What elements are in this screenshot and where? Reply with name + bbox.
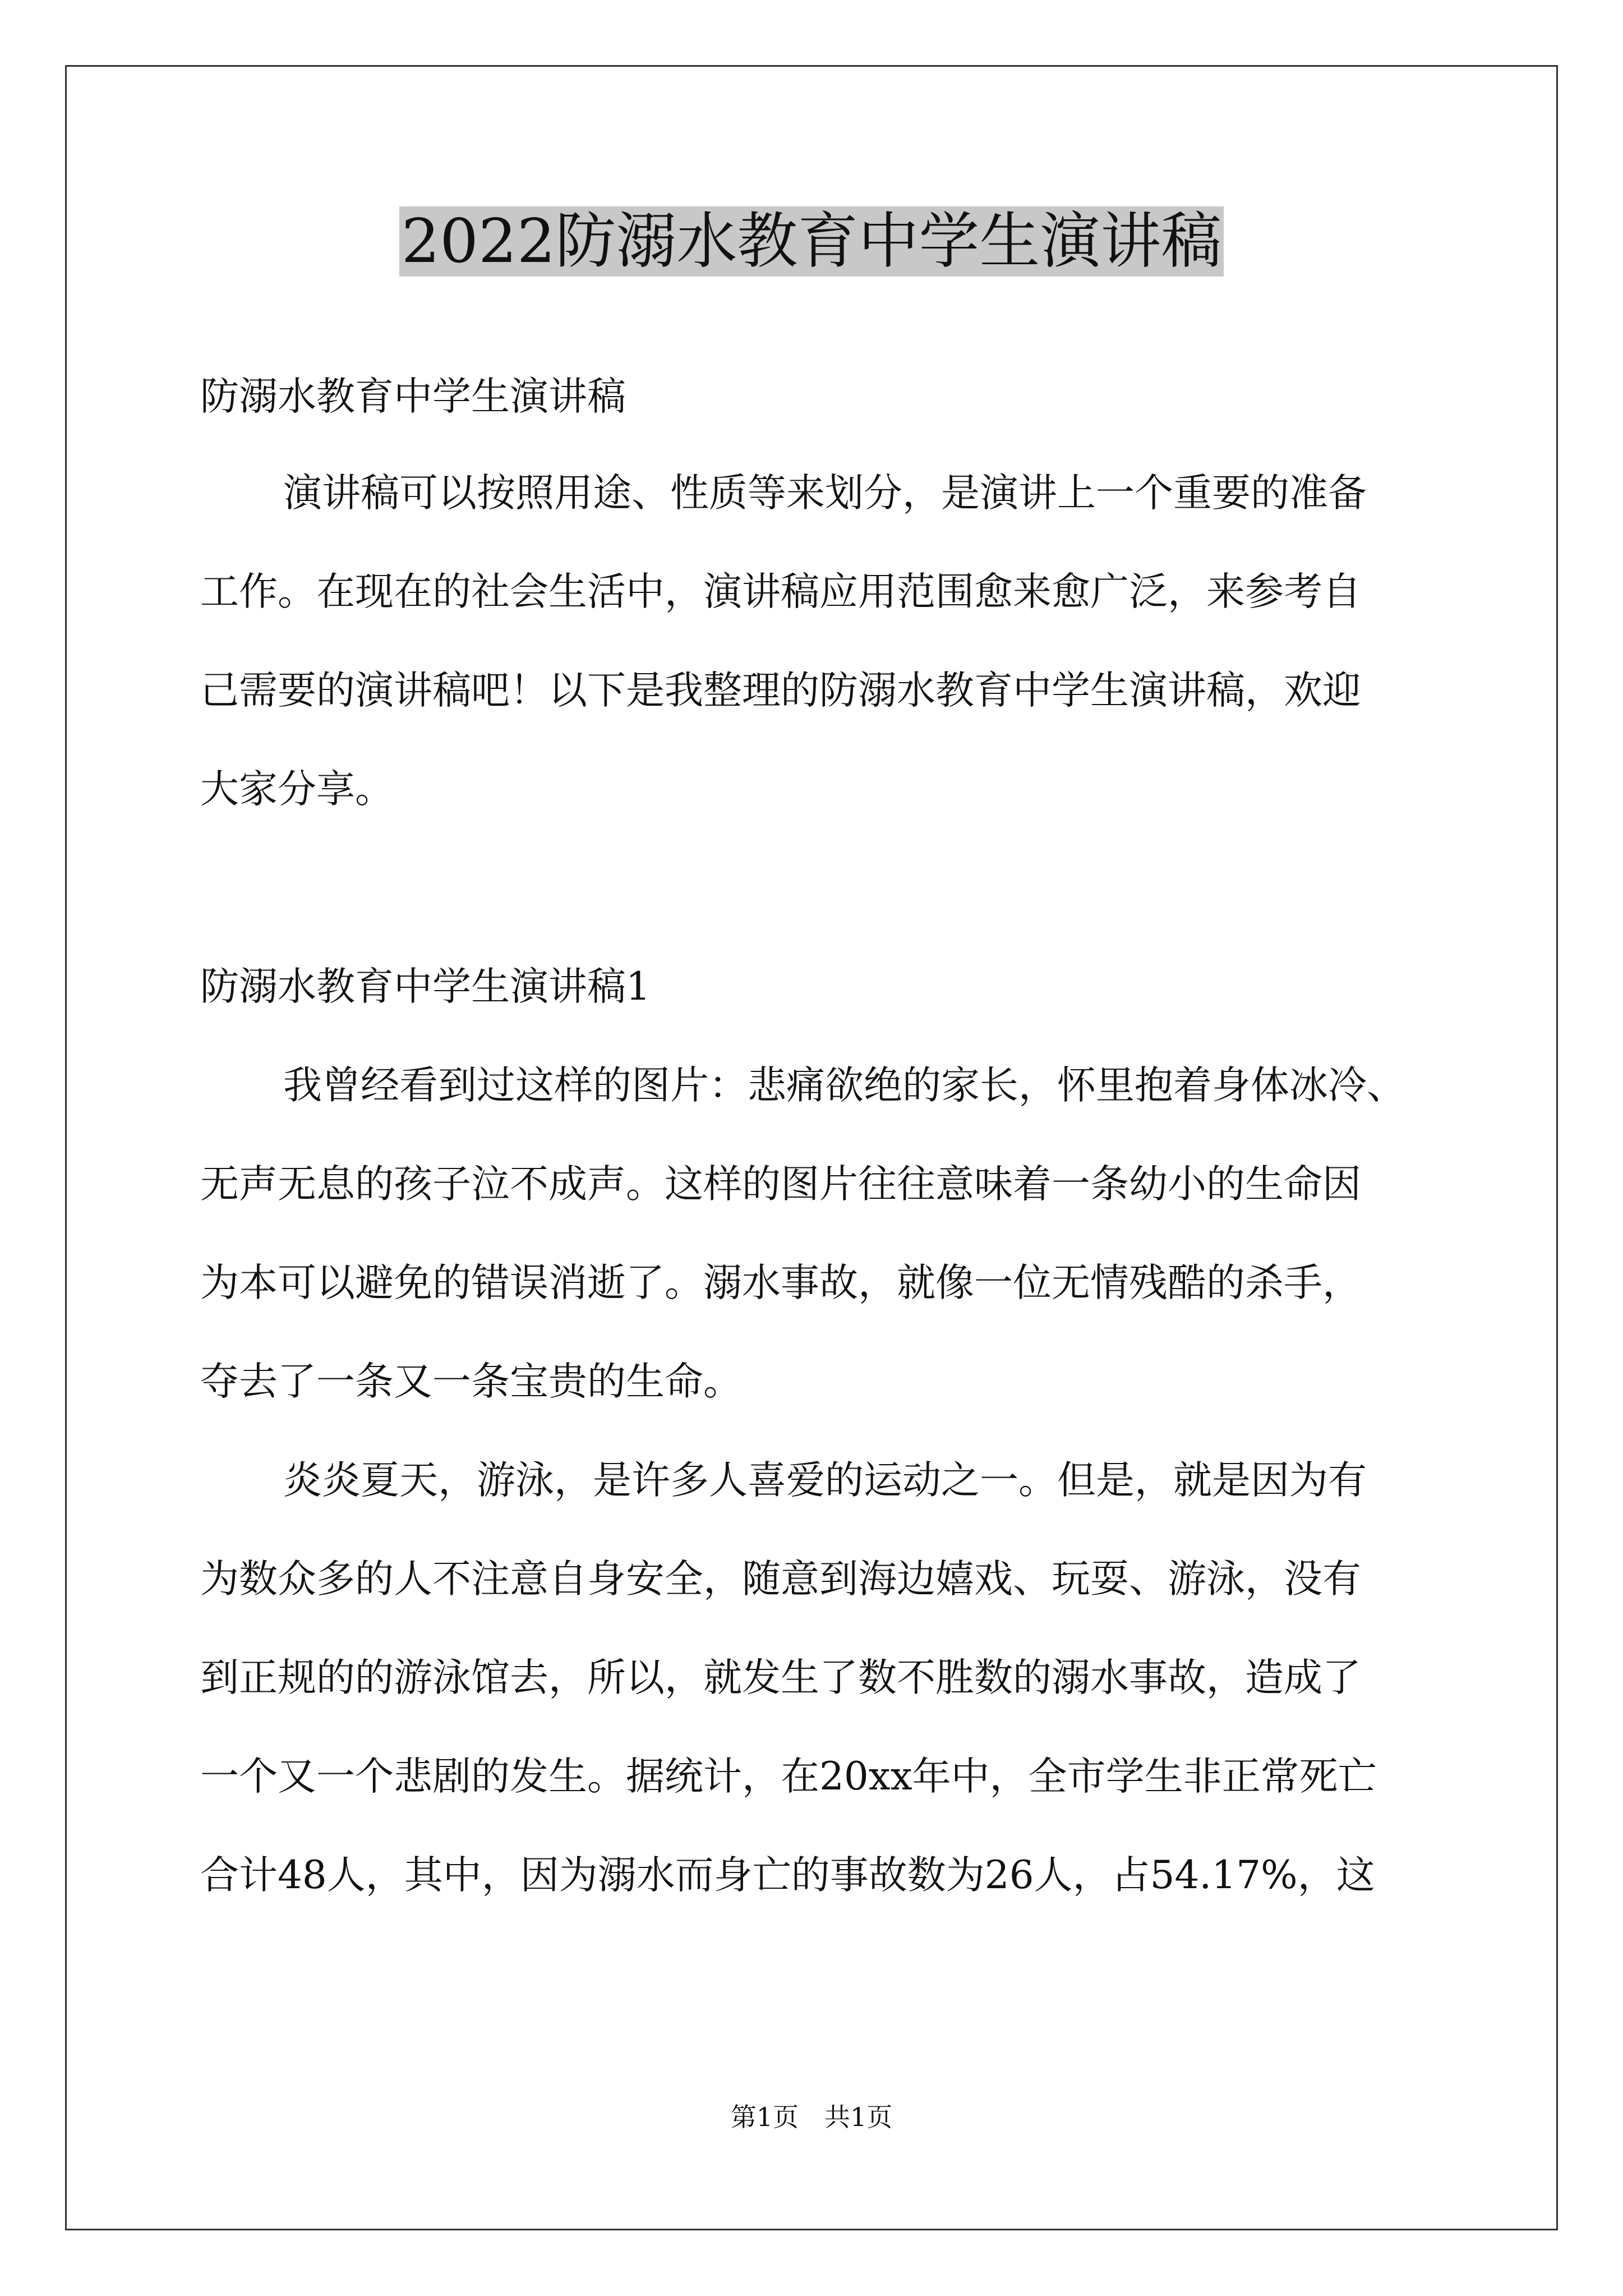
paragraph-line: 为本可以避免的错误消逝了。溺水事故，就像一位无情残酷的杀手， [200,1260,1361,1305]
paragraph-line: 为数众多的人不注意自身安全，随意到海边嬉戏、玩耍、游泳，没有 [200,1557,1361,1602]
paragraph-line: 炎炎夏天，游泳，是许多人喜爱的运动之一。但是，就是因为有 [283,1458,1367,1503]
intro-line: 大家分享。 [200,767,394,812]
paragraph-line: 合计48人，其中，因为溺水而身亡的事故数为26人，占54.17%，这 [200,1853,1375,1898]
page-footer: 第1页 共1页 [730,2102,893,2132]
document-subtitle: 防溺水教育中学生演讲稿 [200,374,626,419]
section-heading: 防溺水教育中学生演讲稿1 [200,964,651,1009]
paragraph-line: 夺去了一条又一条宝贵的生命。 [200,1359,742,1404]
paragraph-line: 一个又一个悲剧的发生。据统计，在20xx年中，全市学生非正常死亡 [200,1754,1377,1799]
document-title [67,197,1556,287]
intro-line: 己需要的演讲稿吧！以下是我整理的防溺水教育中学生演讲稿，欢迎 [200,668,1361,713]
paragraph-line: 无声无息的孩子泣不成声。这样的图片往往意味着一条幼小的生命因 [200,1162,1361,1207]
intro-line: 演讲稿可以按照用途、性质等来划分，是演讲上一个重要的准备 [283,471,1367,516]
paragraph-line: 到正规的的游泳馆去，所以，就发生了数不胜数的溺水事故，造成了 [200,1655,1361,1700]
paragraph-line: 我曾经看到过这样的图片：悲痛欲绝的家长，怀里抱着身体冰冷、 [283,1063,1405,1108]
document-page [65,65,1558,2230]
document-title-text: 2022防溺水教育中学生演讲稿 [399,206,1224,277]
intro-line: 工作。在现在的社会生活中，演讲稿应用范围愈来愈广泛，来参考自 [200,569,1361,614]
